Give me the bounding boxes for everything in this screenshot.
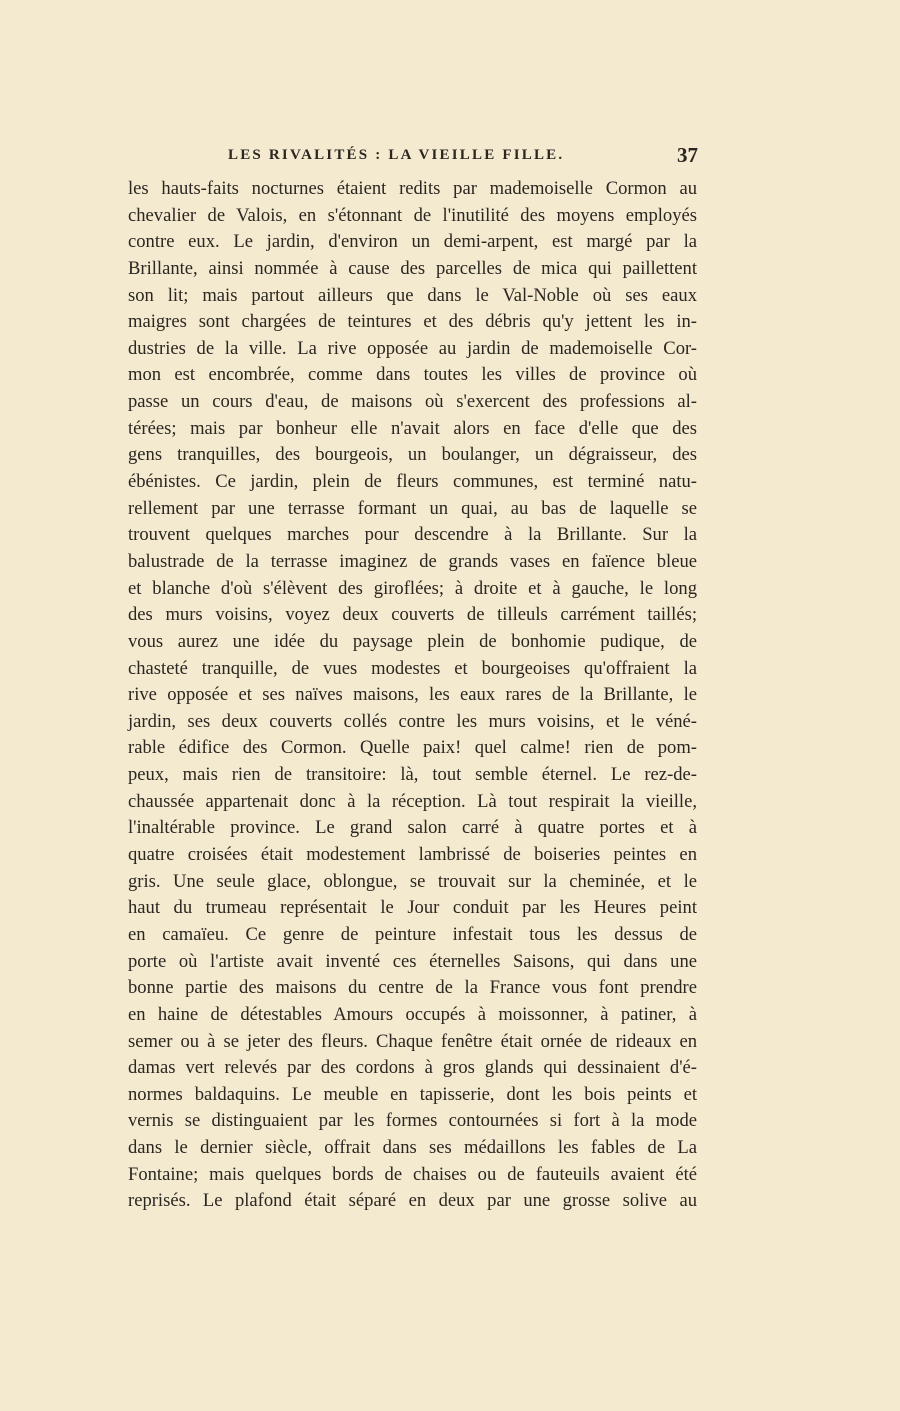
text-line: porte où l'artiste avait inventé ces éternelles Saisons, qui dans une — [128, 950, 697, 972]
running-header — [128, 145, 698, 171]
text-line: peux, mais rien de transitoire: là, tout semble éternel. Le rez-de- — [128, 764, 697, 786]
text-line: passe un cours d'eau, de maisons où s'exercent des professions al- — [128, 391, 697, 413]
text-line: gens tranquilles, des bourgeois, un boulanger, un dégraisseur, des — [128, 444, 697, 466]
text-line: dustries de la ville. La rive opposée au jardin de mademoiselle Cor- — [128, 337, 697, 359]
running-title: LES RIVALITÉS : LA VIEILLE FILLE. — [228, 147, 565, 163]
text-line: jardin, ses deux couverts collés contre les murs voisins, et le véné- — [128, 710, 697, 732]
text-line: les hauts-faits nocturnes étaient redits par mademoiselle Cormon au — [128, 178, 697, 199]
text-line: rive opposée et ses naïves maisons, les eaux rares de la Brillante, le — [128, 684, 697, 706]
text-line: balustrade de la terrasse imaginez de grands vases en faïence bleue — [128, 550, 697, 572]
text-line: bonne partie des maisons du centre de la France vous font prendre — [128, 977, 697, 999]
text-line: chasteté tranquille, de vues modestes et bourgeoises qu'offraient la — [128, 657, 697, 679]
text-line: vernis se distinguaient par les formes contournées si fort à la mode — [128, 1110, 697, 1132]
text-line: semer ou à se jeter des fleurs. Chaque fenêtre était ornée de rideaux en — [128, 1030, 697, 1052]
text-line: et blanche d'où s'élèvent des giroflées; à droite et à gauche, le long — [128, 577, 697, 599]
text-line: chaussée appartenait donc à la réception. Là tout respirait la vieille, — [128, 790, 697, 812]
text-line: des murs voisins, voyez deux couverts de tilleuls carrément taillés; — [128, 604, 697, 626]
body-text — [128, 176, 697, 1215]
text-line: dans le dernier siècle, offrait dans ses médaillons les fables de La — [128, 1137, 697, 1159]
text-line: trouvent quelques marches pour descendre à la Brillante. Sur la — [128, 524, 697, 546]
text-line: en haine de détestables Amours occupés à moissonner, à patiner, à — [128, 1003, 697, 1025]
text-line: son lit; mais partout ailleurs que dans le Val-Noble où ses eaux — [128, 284, 697, 306]
text-line: chevalier de Valois, en s'étonnant de l'inutilité des moyens employés — [128, 204, 697, 226]
text-line: vous aurez une idée du paysage plein de bonhomie pudique, de — [128, 630, 697, 652]
text-line: damas vert relevés par des cordons à gros glands qui dessinaient d'é- — [128, 1057, 697, 1079]
text-line: maigres sont chargées de teintures et des débris qu'y jettent les in- — [128, 311, 697, 333]
text-line: mon est encombrée, comme dans toutes les villes de province où — [128, 364, 697, 386]
text-line: l'inaltérable province. Le grand salon carré à quatre portes et à — [128, 817, 697, 839]
text-line: normes baldaquins. Le meuble en tapisserie, dont les bois peints et — [128, 1083, 697, 1105]
text-line: en camaïeu. Ce genre de peinture infestait tous les dessus de — [128, 923, 697, 945]
text-line: ébénistes. Ce jardin, plein de fleurs communes, est terminé natu- — [128, 471, 697, 493]
text-line: contre eux. Le jardin, d'environ un demi-arpent, est margé par la — [128, 231, 697, 253]
text-line: reprisés. Le plafond était séparé en deux par une grosse solive au — [128, 1190, 697, 1212]
text-line: rellement par une terrasse formant un quai, au bas de laquelle se — [128, 497, 697, 519]
text-line: Fontaine; mais quelques bords de chaises ou de fauteuils avaient été — [128, 1163, 697, 1185]
text-line: rable édifice des Cormon. Quelle paix! quel calme! rien de pom- — [128, 737, 697, 759]
text-line: haut du trumeau représentait le Jour conduit par les Heures peint — [128, 897, 697, 919]
text-line: Brillante, ainsi nommée à cause des parcelles de mica qui paillettent — [128, 257, 697, 279]
page-number: 37 — [677, 143, 698, 167]
text-line: térées; mais par bonheur elle n'avait alors en face d'elle que des — [128, 417, 697, 439]
text-line: quatre croisées était modestement lambrissé de boiseries peintes en — [128, 844, 697, 866]
text-line: gris. Une seule glace, oblongue, se trouvait sur la cheminée, et le — [128, 870, 697, 892]
